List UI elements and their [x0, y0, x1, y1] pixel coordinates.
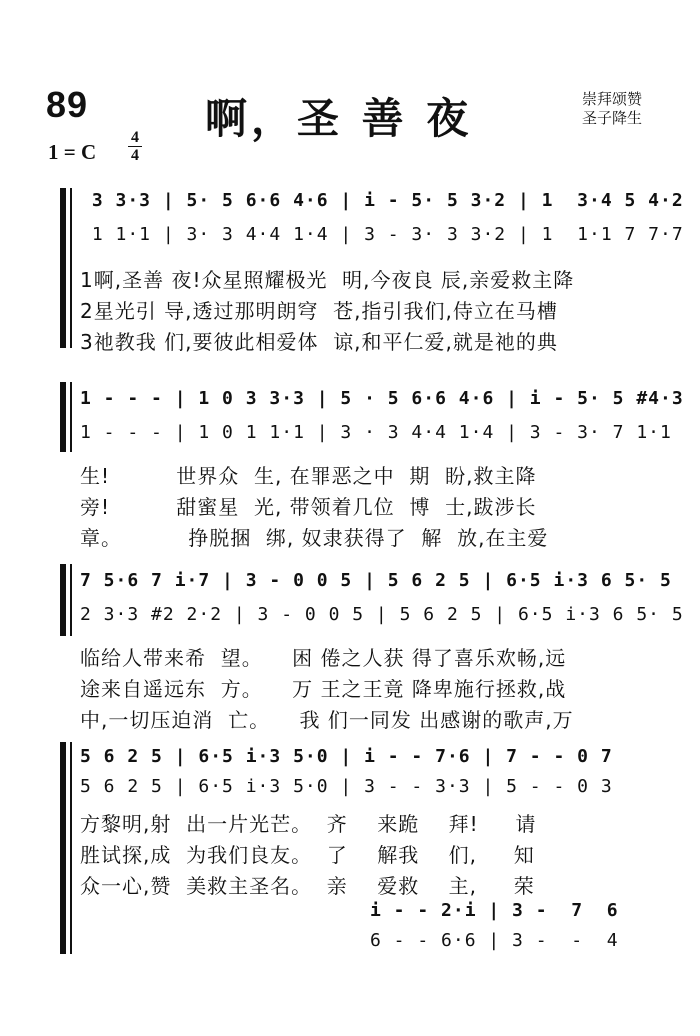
lyric-1-verse-2: 2星光引 导,透过那明朗穹 苍,指引我们,侍立在马槽: [80, 299, 558, 323]
lyric-3-verse-3: 中,一切压迫消 亡。 我 们一同发 出感谢的歌声,万: [80, 708, 574, 732]
lyric-2-verse-3: 章。 挣脱捆 绑, 奴隶获得了 解 放,在主爱: [80, 526, 549, 550]
upper-voice-1: 3 3·3 | 5· 5 6·6 4·6 | i - 5· 5 3·2 | 1 3·4 5 4·2: [80, 190, 684, 211]
lower-voice-1: 1 1·1 | 3· 3 4·4 1·4 | 3 - 3· 3 3·2 | 1 1·1 7 7·7: [80, 224, 684, 245]
system-4: [60, 738, 650, 968]
lyric-2-verse-1: 生! 世界众 生, 在罪恶之中 期 盼,救主降: [80, 464, 537, 488]
hymn-title: 啊，圣 善 夜: [205, 94, 473, 143]
time-top: 4: [131, 129, 139, 146]
coda-lower: 6 - - 6·6 | 3 - - 4: [370, 930, 619, 951]
lyric-2-verse-2: 旁! 甜蜜星 光, 带领着几位 博 士,跋涉长: [80, 495, 537, 519]
system-3: [60, 560, 684, 732]
subcategory: 圣子降生: [582, 109, 643, 127]
lyric-3-verse-2: 途来自遥远东 方。 万 王之王竟 降卑施行拯救,战: [80, 677, 567, 701]
lyric-1-verse-3: 3祂教我 们,要彼此相爱体 谅,和平仁爱,就是祂的典: [80, 330, 558, 354]
category: 崇拜颂赞: [582, 90, 643, 108]
upper-voice-3: 7 5·6 7 i·7 | 3 - 0 0 5 | 5 6 2 5 | 6·5 i·3 6 5· 5: [80, 570, 672, 591]
upper-voice-2: 1 - - - | 1 0 3 3·3 | 5 · 5 6·6 4·6 | i - 5· 5 #4·3: [80, 388, 684, 409]
lyric-3-verse-1: 临给人带来希 望。 困 倦之人获 得了喜乐欢畅,远: [80, 646, 567, 670]
lyric-4-verse-2: 胜试探,成 为我们良友。 了 解我 们, 知: [80, 843, 535, 867]
lyric-1-verse-1: 1啊,圣善 夜!众星照耀极光 明,今夜良 辰,亲爱救主降: [80, 268, 575, 292]
lower-voice-2: 1 - - - | 1 0 1 1·1 | 3 · 3 4·4 1·4 | 3 - 3· 7 1·1: [80, 422, 672, 443]
coda-upper: i - - 2·i | 3 - 7 6: [370, 900, 619, 921]
time-bottom: 4: [131, 147, 139, 164]
lower-voice-4: 5 6 2 5 | 6·5 i·3 5·0 | 3 - - 3·3 | 5 - - 0 3: [80, 776, 613, 797]
lyric-4-verse-1: 方黎明,射 出一片光芒。 齐 来跪 拜! 请: [80, 812, 537, 836]
category-label: [582, 90, 642, 128]
key-signature: 1 = C: [48, 140, 97, 164]
upper-voice-4: 5 6 2 5 | 6·5 i·3 5·0 | i - - 7·6 | 7 - - 0 7: [80, 746, 613, 767]
system-1: [60, 180, 684, 354]
system-2: [60, 378, 684, 550]
time-signature: [128, 130, 142, 163]
hymn-number: 89: [46, 84, 89, 125]
lower-voice-3: 2 3·3 #2 2·2 | 3 - 0 0 5 | 5 6 2 5 | 6·5 i·3 6 5· 5: [80, 604, 684, 625]
lyric-4-verse-3: 众一心,赞 美救主圣名。 亲 爱救 主, 荣: [80, 874, 535, 898]
